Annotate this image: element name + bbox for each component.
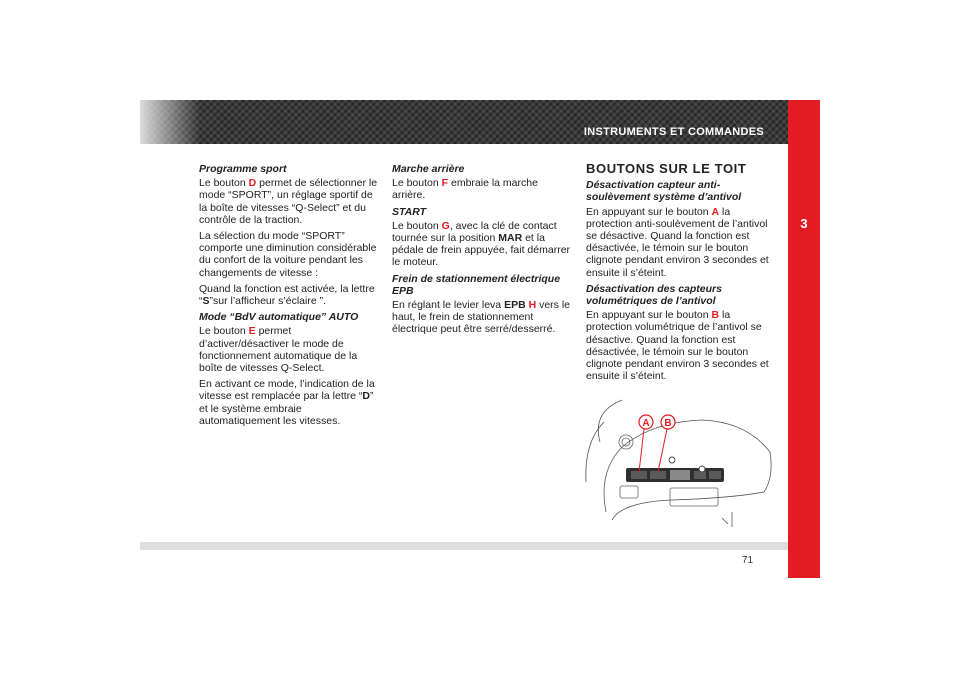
button-b-shape	[650, 471, 666, 479]
auto-paragraph-2: En activant ce mode, l’indication de la vitesse est remplacée par la lettre “D” et le système embraie automatiquement les vitesses.	[199, 378, 375, 427]
sport-paragraph-2: La sélection du mode “SPORT” comporte une diminution considérable du confort de la voiture pendant les changements de vitesse :	[199, 230, 377, 279]
callout-a	[639, 415, 653, 429]
key-epb: EPB	[504, 299, 526, 312]
key-d: D	[248, 177, 257, 190]
key-d-letter: D	[362, 390, 370, 403]
callout-b-label: B	[664, 418, 672, 429]
auto-paragraph-1: Le bouton E permet d’activer/désactiver le mode de fonctionnement automatique de la boîte de vitesses Q-Select.	[199, 325, 358, 375]
console-outline	[586, 400, 771, 527]
start-title: START	[392, 205, 427, 218]
bottom-rule	[140, 542, 788, 550]
button-a-shape	[631, 471, 647, 479]
anti-lift-paragraph: En appuyant sur le bouton A la protection anti-soulèvement de l’antivol se désactive. Quand la fonction est désactivée, le témoin sur le bouton clignote pendant environ 3 secondes et ensuite il s’éteint.	[586, 205, 769, 279]
chapter-tab	[788, 100, 820, 578]
volumetric-paragraph: En appuyant sur le bouton B la protection volumétrique de l’antivol se désactive. Quand la fonction est désactivée, le témoin sur le bouton clignote pendant environ 3 secondes et ensuite il s’éteint.	[586, 309, 769, 383]
chapter-number: 3	[800, 216, 808, 231]
sport-paragraph-3: Quand la fonction est activée, la lettre “S”sur l’afficheur s’éclaire ”.	[199, 282, 375, 308]
roof-buttons-heading: BOUTONS SUR LE TOIT	[586, 161, 747, 176]
header-band	[140, 100, 788, 144]
column-2	[392, 163, 574, 340]
start-paragraph: Le bouton G, avec la clé de contact tournée sur la position MAR et la pédale de frein appuyée, fait démarrer le moteur.	[392, 219, 571, 269]
column-1	[199, 163, 379, 431]
header-band-fade	[140, 100, 200, 144]
epb-title: Frein de stationnement électrique EPB	[392, 272, 561, 297]
key-f: F	[441, 177, 449, 190]
roof-console-illustration	[582, 392, 778, 532]
volumetric-title: Désactivation des capteurs volumétriques de l’antivol	[586, 282, 722, 308]
sport-paragraph-1: Le bouton D permet de sélectionner le mode “SPORT”, un réglage sportif de la boîte de vitesses “Q-Select” et du contrôle de la traction.	[199, 177, 378, 226]
key-b: B	[711, 309, 720, 322]
epb-paragraph: En réglant le levier leva EPB H vers le haut, le frein de stationnement électrique peut être serré/desserré.	[392, 299, 571, 336]
sensor-circle	[619, 435, 633, 449]
key-e: E	[248, 325, 256, 338]
anti-lift-title: Désactivation capteur anti-soulèvement système d’antivol	[586, 179, 742, 204]
callout-b	[661, 415, 675, 429]
lamp-left	[620, 486, 638, 498]
page-number: 71	[742, 555, 754, 566]
key-mar: MAR	[498, 232, 523, 245]
key-h: H	[528, 299, 537, 312]
auto-title: Mode “BdV automatique” AUTO	[199, 311, 359, 324]
callout-lines	[639, 429, 667, 472]
sport-title: Programme sport	[199, 163, 287, 175]
column-3	[586, 163, 770, 386]
reverse-paragraph: Le bouton F embraie la marche arrière.	[392, 177, 538, 202]
lamp-right	[670, 488, 718, 506]
reverse-title: Marche arrière	[392, 163, 465, 175]
section-title: INSTRUMENTS ET COMMANDES	[583, 126, 764, 138]
key-s: S	[202, 295, 210, 308]
callout-a-label: A	[642, 418, 650, 429]
key-a: A	[711, 205, 720, 218]
key-g: G	[441, 219, 450, 232]
button-panel	[626, 468, 724, 482]
